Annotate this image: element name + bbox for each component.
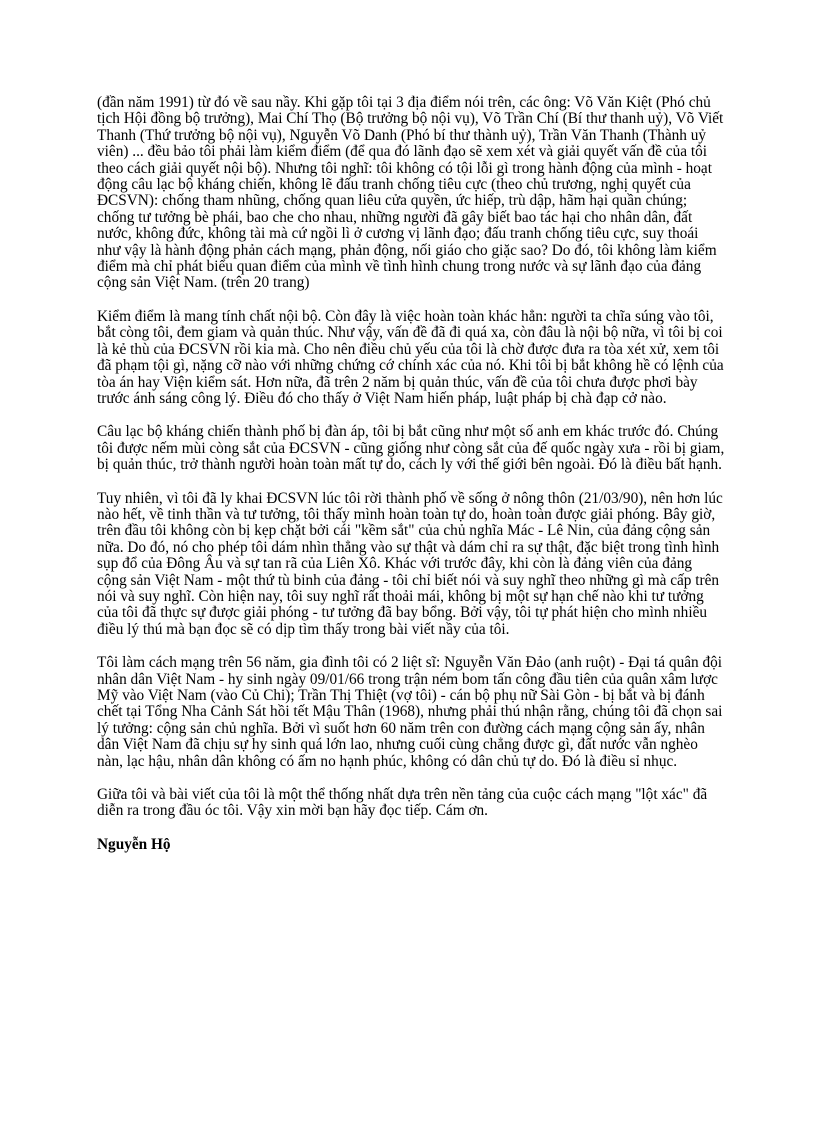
paragraph-6: Giữa tôi và bài viết của tôi là một thể thống nhất dựa trên nền tảng của cuộc cách mạng "lột xác" đã diễn ra trong đầu óc tôi. Vậy xin mời bạn hãy đọc tiếp. Cám ơn. xyxy=(97,786,708,820)
paragraph-1: (đần năm 1991) từ đó về sau nầy. Khi gặp tôi tại 3 địa điểm nói trên, các ông: Võ Văn Kiệt (Phó chủ tịch Hội đồng bộ trưởng), Mai Chí Thọ (Bộ trưởng bộ nội vụ), Võ Trần Chí (Bí thư thanh uỷ), Võ Viết Thanh (Thứ trưởng bộ nội vụ), Nguyễn Võ Danh (Phó bí thư thành uỷ), Trần Văn Thanh (Thành uỷ viên) ... đều bảo tôi phải làm kiểm điểm (để qua đó lãnh đạo sẽ xem xét và giải quyết vấn đề của tôi theo cách giải quyết nội bộ). Nhưng tôi nghĩ: tôi không có tội lỗi gì trong hành động của mình - hoạt động câu lạc bộ kháng chiến, không lẽ đấu tranh chống tiêu cực (theo chủ trương, nghị quyết của ĐCSVN): chống tham nhũng, chống quan liêu cửa quyền, ức hiếp, trù dập, hãm hại quần chúng; chống tư tưởng bè phái, bao che cho nhau, những người đã gây biết bao tác hại cho nhân dân, đất nước, không đức, không tài mà cứ ngồi lì ở cương vị lãnh đạo; đấu tranh chống tiêu cực, suy thoái như vậy là hành động phản cách mạng, phản động, nối giáo cho giặc sao? Do đó, tôi không làm kiểm điểm mà chỉ phát biểu quan điểm của mình về tình hình chung trong nước và sự lãnh đạo của đảng cộng sản Việt Nam. (trên 20 trang) xyxy=(97,94,724,292)
paragraph-4: Tuy nhiên, vì tôi đã ly khai ĐCSVN lúc tôi rời thành phố về sống ở nông thôn (21/03/90), nên hơn lúc nào hết, về tinh thần và tư tưởng, tôi thấy mình hoàn toàn tự do, hoàn toàn được giải phóng. Bây giờ, trên đầu tôi không còn bị kẹp chặt bởi cái "kềm sắt" của chủ nghĩa Mác - Lê Nin, của đảng cộng sản nữa. Do đó, nó cho phép tôi dám nhìn thẳng vào sự thật và dám chỉ ra sự thật, đặc biệt trong tình hình sụp đổ của Đông Âu và sự tan rã của Liên Xô. Khác với trước đây, khi còn là đảng viên của đảng cộng sản Việt Nam - một thứ tù binh của đảng - tôi chỉ biết nói và suy nghĩ theo những gì mà cấp trên nói và suy nghĩ. Còn hiện nay, tôi suy nghĩ rất thoải mái, không bị một sự hạn chế nào khi tư tưởng của tôi đã thực sự được giải phóng - tư tưởng đã bay bổng. Bởi vậy, tôi tự phát hiện cho mình nhiều điều lý thú mà bạn đọc sẽ có dịp tìm thấy trong bài viết nầy của tôi. xyxy=(97,489,723,638)
paragraph-5: Tôi làm cách mạng trên 56 năm, gia đình tôi có 2 liệt sĩ: Nguyễn Văn Đảo (anh ruột) - Đại tá quân đội nhân dân Việt Nam - hy sinh ngày 09/01/66 trong trận ném bom tấn công đầu tiên của quân xâm lược Mỹ vào Việt Nam (vào Củ Chi); Trần Thị Thiệt (vợ tôi) - cán bộ phụ nữ Sài Gòn - bị bắt và bị đánh chết tại Tổng Nha Cảnh Sát hồi tết Mậu Thân (1968), nhưng phải thú nhận rằng, chúng tôi đã chọn sai lý tưởng: cộng sản chủ nghĩa. Bởi vì suốt hơn 60 năm trên con đường cách mạng cộng sản ấy, nhân dân Việt Nam đã chịu sự hy sinh quá lớn lao, nhưng cuối cùng chẳng được gì, đất nước vẫn nghèo nàn, lạc hậu, nhân dân không có ấm no hạnh phúc, không có dân chủ tự do. Đó là điều sỉ nhục. xyxy=(97,654,723,770)
paragraph-2: Kiểm điểm là mang tính chất nội bộ. Còn đây là việc hoàn toàn khác hẳn: người ta chĩa súng vào tôi, bắt còng tôi, đem giam và quản thúc. Như vậy, vấn đề đã đi quá xa, còn đâu là nội bộ nữa, vì tôi bị coi là kẻ thù của ĐCSVN rồi kia mà. Cho nên điều chủ yếu của tôi là chờ được đưa ra tòa xét xử, xem tôi đã phạm tội gì, nặng cỡ nào với những chứng cớ chính xác của nó. Khi tôi bị bắt không hề có lệnh của tòa án hay Viện kiểm sát. Hơn nữa, đã trên 2 năm bị quản thúc, vấn đề của tôi chưa được phơi bày trước ánh sáng công lý. Điều đó cho thấy ở Việt Nam hiến pháp, luật pháp bị chà đạp cở nào. xyxy=(97,307,724,407)
author-signature: Nguyễn Hộ xyxy=(97,835,171,853)
paragraph-3: Câu lạc bộ kháng chiến thành phố bị đàn áp, tôi bị bắt cũng như một số anh em khác trước đó. Chúng tôi được nếm mùi còng sắt của ĐCSVN - cũng giống như còng sắt của đế quốc ngày xưa - rồi bị giam, bị quản thúc, trở thành người hoàn toàn mất tự do, cách ly với thế giới bên ngoài. Đó là điều bất hạnh. xyxy=(97,423,725,474)
document-body xyxy=(97,95,725,870)
